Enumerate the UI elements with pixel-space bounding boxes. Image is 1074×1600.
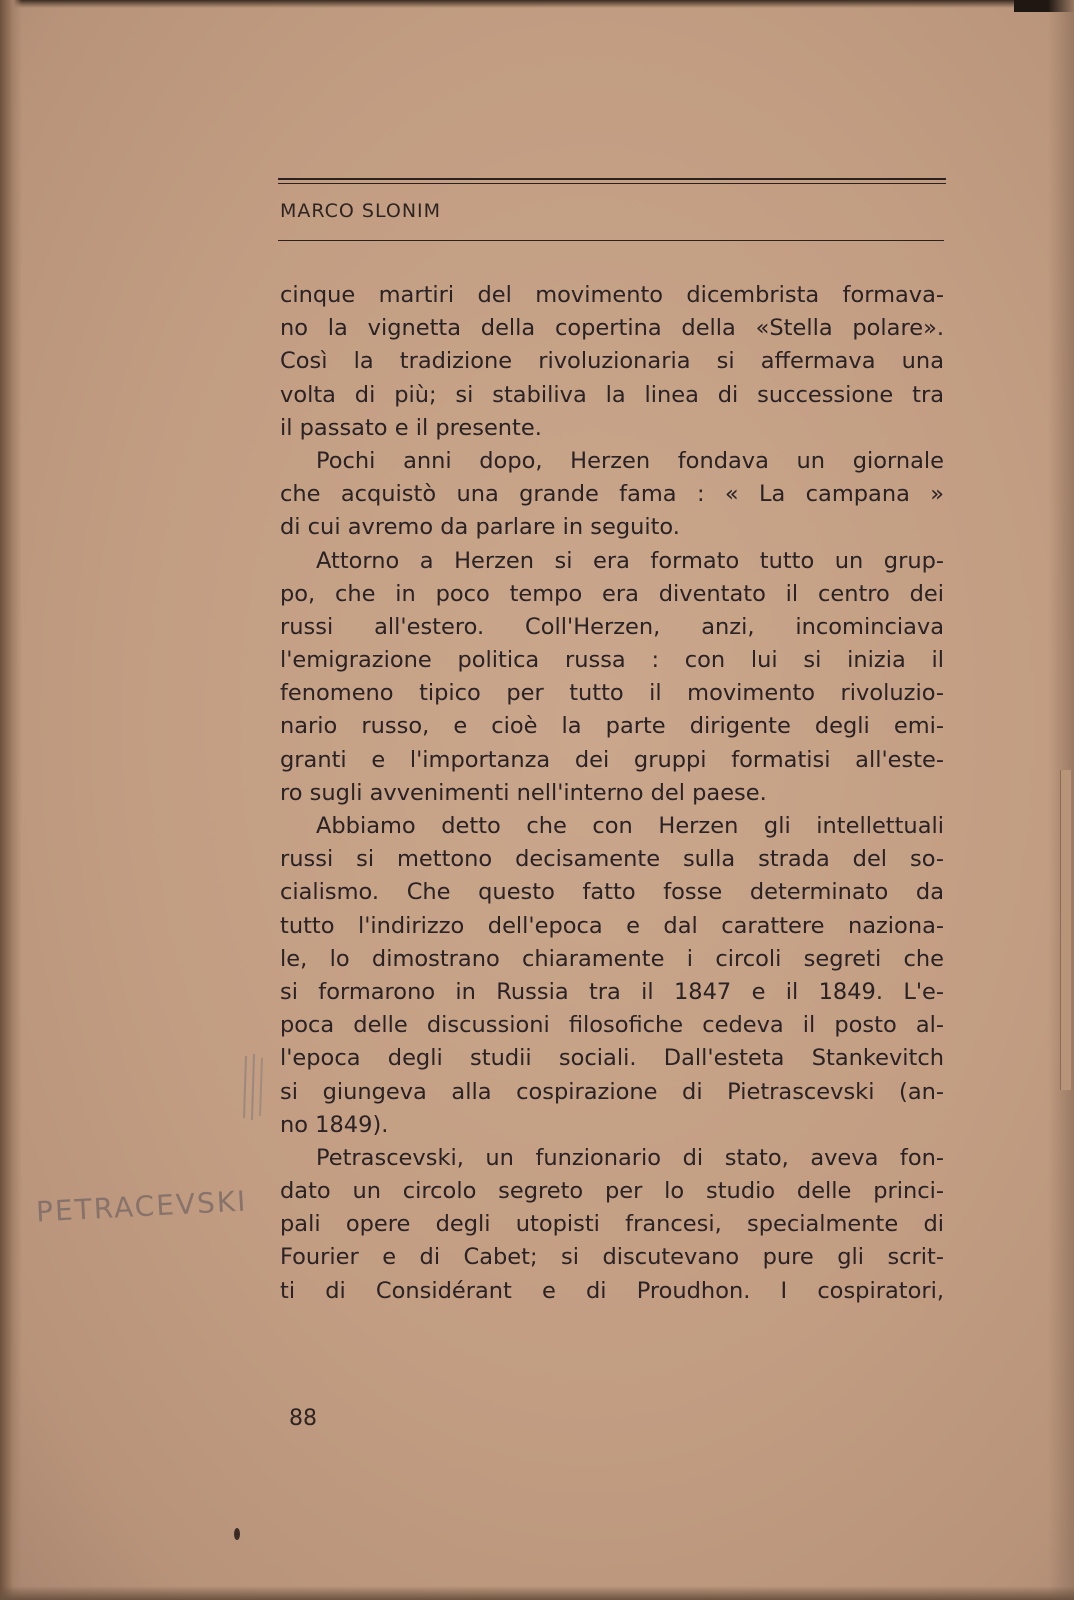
text-line: fenomeno tipico per tutto il movimento rivoluzio-: [280, 680, 944, 707]
text-line: che acquistò una grande fama : « La campana »: [280, 481, 944, 508]
text-line: po, che in poco tempo era diventato il centro dei: [280, 580, 944, 607]
text-line: ro sugli avvenimenti nell'interno del paese.: [280, 779, 767, 806]
text-line: ti di Considérant e di Proudhon. I cospiratori,: [280, 1277, 944, 1304]
text-line: poca delle discussioni filosofiche cedeva il posto al-: [280, 1012, 944, 1039]
text-line: Abbiamo detto che con Herzen gli intellettuali: [316, 813, 944, 839]
text-line: russi si mettono decisamente sulla strada del so-: [280, 846, 944, 873]
text-line: no 1849).: [280, 1111, 389, 1138]
header-rule-bottom: [278, 240, 944, 241]
page-left-edge: [0, 0, 22, 1600]
margin-handwritten-note: PETRACEVSKI: [35, 1184, 249, 1229]
text-line: di cui avremo da parlare in seguito.: [280, 514, 680, 541]
text-line: il passato e il presente.: [280, 414, 542, 441]
text-line: l'epoca degli studii sociali. Dall'esteta Stankevitch: [280, 1045, 944, 1072]
text-line: le, lo dimostrano chiaramente i circoli segreti che: [280, 945, 944, 972]
text-line: l'emigrazione politica russa : con lui si inizia il: [280, 647, 944, 674]
text-line: russi all'estero. Coll'Herzen, anzi, incominciava: [280, 613, 944, 640]
page-edge-tab: [1060, 770, 1071, 1090]
body-text: [280, 279, 944, 1308]
text-line: Attorno a Herzen si era formato tutto un grup-: [316, 547, 944, 574]
text-line: cinque martiri del movimento dicembrista formava-: [280, 282, 944, 308]
ink-smudge: [234, 1528, 240, 1540]
text-line: pali opere degli utopisti francesi, specialmente di: [280, 1211, 944, 1238]
text-line: tutto l'indirizzo dell'epoca e dal carattere naziona-: [280, 912, 944, 939]
text-line: Fourier e di Cabet; si discutevano pure gli scrit-: [280, 1244, 944, 1271]
text-line: Petrascevski, un funzionario di stato, aveva fon-: [316, 1144, 944, 1171]
margin-pencil-marks: [232, 1050, 272, 1122]
running-head: MARCO SLONIM: [280, 200, 442, 222]
text-line: no la vignetta della copertina della «Stella polare».: [280, 315, 944, 342]
text-line: si giungeva alla cospirazione di Pietrascevski (an-: [280, 1078, 944, 1105]
header-rule-thick: [278, 178, 946, 180]
text-line: Pochi anni dopo, Herzen fondava un giornale: [316, 447, 944, 474]
text-line: si formarono in Russia tra il 1847 e il 1849. L'e-: [280, 978, 944, 1005]
text-line: dato un circolo segreto per lo studio delle princi-: [280, 1178, 944, 1205]
text-line: cialismo. Che questo fatto fosse determinato da: [280, 879, 944, 906]
text-line: volta di più; si stabiliva la linea di successione tra: [280, 381, 944, 408]
page-bottom-edge: [0, 1586, 1074, 1600]
header-rule-thin: [278, 183, 946, 184]
page-number: 88: [289, 1406, 317, 1431]
text-line: granti e l'importanza dei gruppi formatisi all'este-: [280, 746, 944, 773]
text-line: Così la tradizione rivoluzionaria si affermava una: [280, 348, 944, 375]
text-line: nario russo, e cioè la parte dirigente degli emi-: [280, 713, 944, 740]
page-top-edge: [0, 0, 1074, 8]
